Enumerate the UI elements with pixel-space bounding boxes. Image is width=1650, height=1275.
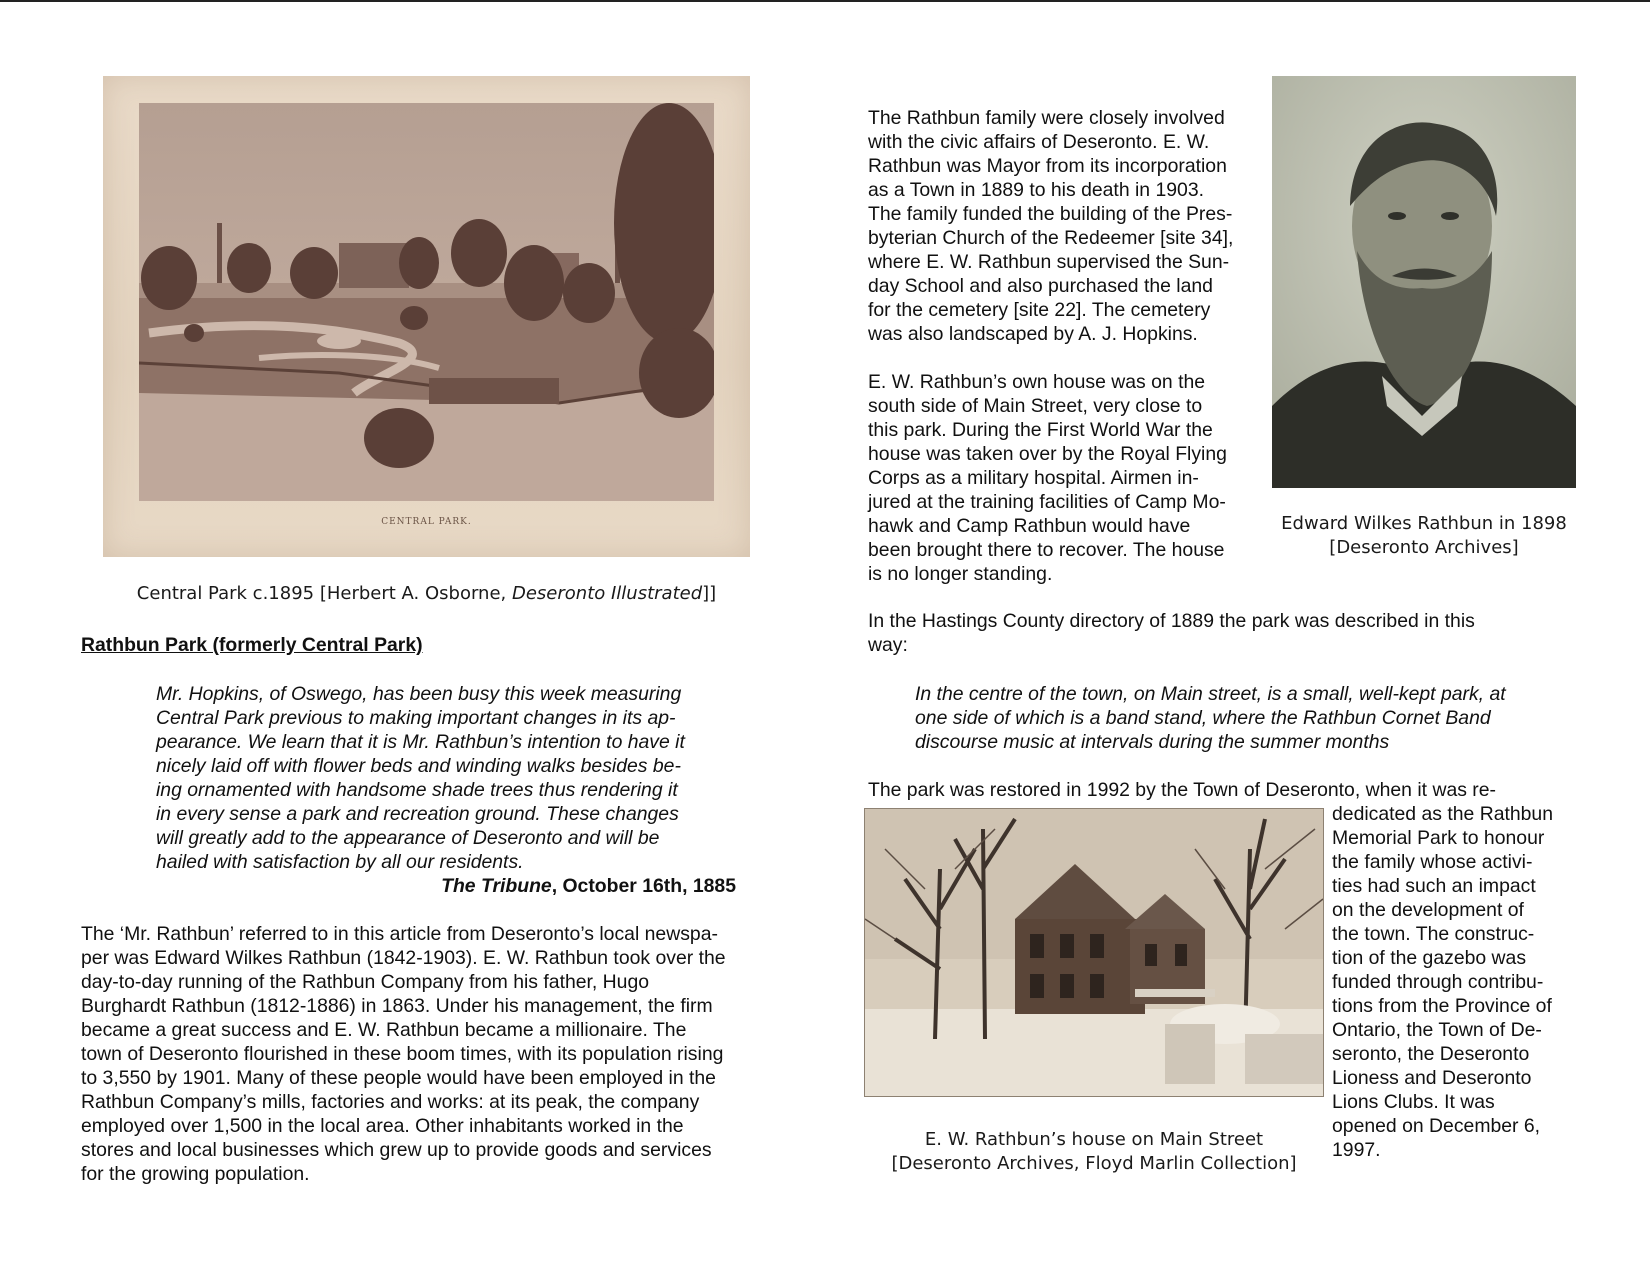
paragraph-line: tion of the gazebo was bbox=[1332, 947, 1527, 969]
body-line: The ‘Mr. Rathbun’ referred to in this article from Deseronto’s local newspa- bbox=[81, 923, 718, 945]
paragraph-line: south side of Main Street, very close to bbox=[868, 395, 1203, 417]
quote-line: In the centre of the town, on Main street, is a small, well-kept park, at bbox=[915, 683, 1506, 705]
quote-line: ing ornamented with handsome shade trees thus rendering it bbox=[156, 779, 678, 801]
paragraph-line: seronto, the Deseronto bbox=[1332, 1043, 1530, 1065]
paragraph-line: the family whose activi- bbox=[1332, 851, 1533, 873]
paragraph-line: The Rathbun family were closely involved bbox=[868, 107, 1225, 129]
quote-line: Central Park previous to making important changes in its ap- bbox=[156, 707, 676, 729]
paragraph-line: day School and also purchased the land bbox=[868, 275, 1213, 297]
paragraph-line: Lions Clubs. It was bbox=[1332, 1091, 1495, 1113]
paragraph-line: house was taken over by the Royal Flying bbox=[868, 443, 1227, 465]
house-paragraph bbox=[868, 370, 1268, 586]
tribune-quote bbox=[156, 682, 756, 874]
body-line: employed over 1,500 in the local area. Other inhabitants worked in the bbox=[81, 1115, 684, 1137]
caption-text: Central Park c.1895 [Herbert A. Osborne, bbox=[136, 583, 512, 604]
house-caption bbox=[864, 1128, 1324, 1176]
quote-source-date: , October 16th, 1885 bbox=[551, 875, 736, 897]
paragraph-line: is no longer standing. bbox=[868, 563, 1053, 585]
body-line: Burghardt Rathbun (1812-1886) in 1863. Under his management, the firm bbox=[81, 995, 713, 1017]
paragraph-line: this park. During the First World War the bbox=[868, 419, 1213, 441]
quote-line: in every sense a park and recreation ground. These changes bbox=[156, 803, 679, 825]
tribune-quote-source bbox=[156, 874, 736, 898]
paragraph-line: as a Town in 1889 to his death in 1903. bbox=[868, 179, 1204, 201]
quote-line: Mr. Hopkins, of Oswego, has been busy this week measuring bbox=[156, 683, 682, 705]
caption-line: [Deseronto Archives] bbox=[1329, 537, 1519, 558]
paragraph-line: In the Hastings County directory of 1889 the park was described in this bbox=[868, 610, 1475, 632]
restoration-wrap-text bbox=[1332, 802, 1582, 1162]
caption-line: Edward Wilkes Rathbun in 1898 bbox=[1281, 513, 1567, 534]
body-line: day-to-day running of the Rathbun Company from his father, Hugo bbox=[81, 971, 650, 993]
body-line: per was Edward Wilkes Rathbun (1842-1903). E. W. Rathbun took over the bbox=[81, 947, 726, 969]
central-park-photo bbox=[103, 76, 750, 557]
paragraph-line: E. W. Rathbun’s own house was on the bbox=[868, 371, 1206, 393]
paragraph-line: Rathbun was Mayor from its incorporation bbox=[868, 155, 1227, 177]
rathbun-portrait-image bbox=[1272, 76, 1576, 488]
body-line: for the growing population. bbox=[81, 1163, 310, 1185]
paragraph-line: way: bbox=[868, 634, 908, 656]
body-line: to 3,550 by 1901. Many of these people would have been employed in the bbox=[81, 1067, 716, 1089]
paragraph-line: was also landscaped by A. J. Hopkins. bbox=[868, 323, 1198, 345]
paragraph-line: Corps as a military hospital. Airmen in- bbox=[868, 467, 1199, 489]
paragraph-line: byterian Church of the Redeemer [site 34], bbox=[868, 227, 1234, 249]
caption-italic: Deseronto Illustrated bbox=[511, 583, 703, 604]
central-park-caption bbox=[103, 582, 750, 606]
paragraph-line: hawk and Camp Rathbun would have bbox=[868, 515, 1191, 537]
body-line: stores and local businesses which grew up to provide goods and services bbox=[81, 1139, 712, 1161]
caption-end: ]] bbox=[702, 583, 717, 604]
paragraph-line: on the development of bbox=[1332, 899, 1524, 921]
section-heading: Rathbun Park (formerly Central Park) bbox=[81, 634, 423, 656]
paragraph-line: opened on December 6, bbox=[1332, 1115, 1541, 1137]
paragraph-line: the town. The construc- bbox=[1332, 923, 1535, 945]
caption-line: E. W. Rathbun’s house on Main Street bbox=[924, 1129, 1264, 1150]
directory-paragraph bbox=[868, 609, 1578, 657]
paragraph-line: Memorial Park to honour bbox=[1332, 827, 1545, 849]
paragraph-line: Lioness and Deseronto bbox=[1332, 1067, 1532, 1089]
paragraph-line: ties had such an impact bbox=[1332, 875, 1536, 897]
body-line: town of Deseronto flourished in these boom times, with its population rising bbox=[81, 1043, 724, 1065]
body-line: Rathbun Company’s mills, factories and works: at its peak, the company bbox=[81, 1091, 700, 1113]
paragraph-line: been brought there to recover. The house bbox=[868, 539, 1225, 561]
quote-line: one side of which is a band stand, where the Rathbun Cornet Band bbox=[915, 707, 1491, 729]
civic-affairs-paragraph bbox=[868, 106, 1268, 346]
caption-line: [Deseronto Archives, Floyd Marlin Collection] bbox=[891, 1153, 1297, 1174]
quote-line: pearance. We learn that it is Mr. Rathbun’s intention to have it bbox=[156, 731, 685, 753]
paragraph-line: funded through contribu- bbox=[1332, 971, 1544, 993]
quote-line: nicely laid off with flower beds and winding walks besides be- bbox=[156, 755, 681, 777]
portrait-caption bbox=[1272, 512, 1576, 560]
rathbun-portrait bbox=[1272, 76, 1576, 488]
rathbun-house-photo-image bbox=[865, 809, 1323, 1096]
paragraph-line: where E. W. Rathbun supervised the Sun- bbox=[868, 251, 1230, 273]
photo-plate-label: CENTRAL PARK. bbox=[381, 517, 472, 527]
paragraph-line: jured at the training facilities of Camp Mo- bbox=[868, 491, 1226, 513]
rathbun-house-photo bbox=[864, 808, 1324, 1097]
body-line: became a great success and E. W. Rathbun became a millionaire. The bbox=[81, 1019, 687, 1041]
quote-line: discourse music at intervals during the summer months bbox=[915, 731, 1390, 753]
paragraph-line: tions from the Province of bbox=[1332, 995, 1552, 1017]
paragraph-line: for the cemetery [site 22]. The cemetery bbox=[868, 299, 1211, 321]
page-top-rule bbox=[0, 0, 1650, 2]
restoration-first-line: The park was restored in 1992 by the Town of Deseronto, when it was re- bbox=[868, 779, 1497, 801]
paragraph-line: Ontario, the Town of De- bbox=[1332, 1019, 1542, 1041]
paragraph-line: dedicated as the Rathbun bbox=[1332, 803, 1554, 825]
quote-source-title: The Tribune bbox=[441, 875, 552, 897]
quote-line: hailed with satisfaction by all our residents. bbox=[156, 851, 524, 873]
paragraph-line: with the civic affairs of Deseronto. E. W. bbox=[868, 131, 1210, 153]
left-body-text bbox=[81, 922, 801, 1186]
central-park-photo-image bbox=[139, 103, 714, 501]
paragraph-line: The family funded the building of the Pres- bbox=[868, 203, 1233, 225]
quote-line: will greatly add to the appearance of Deseronto and will be bbox=[156, 827, 660, 849]
paragraph-line: 1997. bbox=[1332, 1139, 1381, 1161]
directory-quote bbox=[915, 682, 1575, 754]
